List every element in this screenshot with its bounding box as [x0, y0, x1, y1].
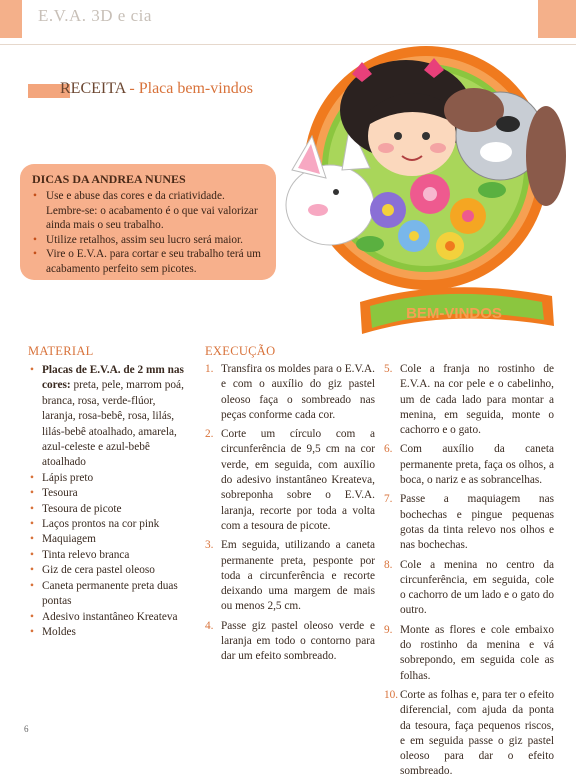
- step-text: Com auxílio da caneta permanente preta, faça os olhos, a boca, o nariz e as sobrancelhas.: [400, 443, 554, 487]
- tips-title: DICAS DA ANDREA NUNES: [32, 172, 186, 186]
- tip-item: • Utilize retalhos, assim seu lucro será maior.: [32, 233, 266, 248]
- material-item: • Laços prontos na cor pink: [28, 517, 188, 532]
- material-item: • Caneta permanente preta duas pontas: [28, 579, 188, 610]
- step-item: [384, 492, 554, 553]
- step-item: [205, 619, 375, 665]
- magazine-title: E.V.A. 3D e cia: [38, 6, 152, 25]
- step-item: [384, 623, 554, 684]
- tip-item: • Vire o E.V.A. para cortar e seu trabalho terá um acabamento perfeito sem picotes.: [32, 247, 266, 276]
- step-text: Cole a franja no rostinho de E.V.A. na cor pele e o cabelinho, um de cada lado para montar a menina, em seguida, monte o cachorro e o gato.: [400, 363, 554, 437]
- step-text: Monte as flores e cole embaixo do rostinho da menina e vá sobrepondo, em seguida cole as folhas.: [400, 623, 554, 682]
- step-number: 9.: [384, 623, 393, 636]
- tips-list: [32, 189, 266, 277]
- material-list: [28, 363, 188, 640]
- material-item: • Tinta relevo branca: [28, 548, 188, 563]
- step-item: [384, 558, 554, 619]
- execution-steps-col1: [205, 362, 375, 669]
- material-item: • Moldes: [28, 625, 188, 640]
- step-number: 7.: [384, 493, 393, 506]
- material-item-rest: preta, pele, marrom poá, branca, rosa, verde-flúor, laranja, rosa-bebê, rosa, lilás, lilás-bebê atoalhado, amarela, azul-celeste e azul-bebê atoalhado: [42, 379, 184, 469]
- recipe-title: [60, 80, 253, 98]
- material-item: • Lápis preto: [28, 471, 188, 486]
- step-text: Cole a menina no centro da circunferência, em seguida, cole o cachorro de um lado e o gato do outro.: [400, 558, 554, 617]
- material-item-bold: Placas de E.V.A. de 2 mm nas cores:: [42, 364, 184, 392]
- material-item: • Giz de cera pastel oleoso: [28, 563, 188, 578]
- step-number: 1.: [205, 363, 214, 375]
- step-item: [205, 362, 375, 423]
- step-number: 8.: [384, 558, 393, 571]
- step-text: Passe a maquiagem nas bochechas e pingue pequenas gotas da tinta relevo nos olhos e nas bochechas.: [400, 493, 554, 552]
- step-item: [384, 688, 554, 780]
- plaque-illustration: [278, 40, 568, 340]
- step-text: Corte um círculo com a circunferência de 9,5 cm na cor verde, em seguida, com auxílio do adesivo instantâneo Kreateva, sobreponha sobre o E.V.A. laranja, recorte por toda a volta com a tesoura de picote.: [221, 428, 375, 532]
- recipe-separator: -: [125, 80, 139, 97]
- material-item: [28, 363, 188, 471]
- material-item: • Maquiagem: [28, 532, 188, 547]
- step-number: 10.: [384, 688, 399, 701]
- header-accent-right: [538, 0, 576, 38]
- material-item: • Tesoura de picote: [28, 502, 188, 517]
- recipe-name: Placa bem-vindos: [138, 80, 253, 97]
- step-text: Em seguida, utilizando a caneta permanente preta, pesponte por toda a circunferência e recorte deixando uma margem de mais ou menos 2,5 cm.: [221, 539, 375, 613]
- welcome-sign: [360, 287, 554, 334]
- step-number: 3.: [205, 539, 214, 552]
- step-number: 2.: [205, 428, 214, 441]
- step-text: Corte as folhas e, para ter o efeito diferencial, com ajuda da ponta da tesoura, faça pequenos riscos, e em seguida passe o giz pastel oleoso para dar o efeito sombreado.: [400, 688, 554, 778]
- step-text: Transfira os moldes para o E.V.A. e com o auxílio do giz pastel oleoso faça o sombreado nas peças conforme cada cor.: [221, 363, 375, 421]
- recipe-label: RECEITA: [60, 80, 126, 97]
- step-item: [205, 538, 375, 614]
- step-number: 4.: [205, 619, 214, 632]
- step-number: 6.: [384, 443, 393, 456]
- tips-box: [20, 164, 276, 280]
- step-item: [205, 427, 375, 534]
- step-item: [384, 442, 554, 488]
- welcome-sign-text: BEM-VINDOS: [406, 305, 502, 322]
- execution-steps-col2: [384, 362, 554, 784]
- tip-item: • Use e abuse das cores e da criatividade. Lembre-se: o acabamento é o que vai valorizar ainda mais o seu trabalho.: [32, 189, 266, 233]
- execution-heading: EXECUÇÃO: [205, 344, 276, 358]
- page-number: 6: [24, 724, 29, 734]
- material-heading: MATERIAL: [28, 344, 94, 358]
- step-number: 5.: [384, 363, 393, 375]
- header-accent-left: [0, 0, 22, 38]
- material-item: • Tesoura: [28, 486, 188, 501]
- step-text: Passe giz pastel oleoso verde e laranja em todo o contorno para dar um efeito sombreado.: [221, 619, 375, 663]
- material-item: • Adesivo instantâneo Kreateva: [28, 610, 188, 625]
- step-item: [384, 362, 554, 438]
